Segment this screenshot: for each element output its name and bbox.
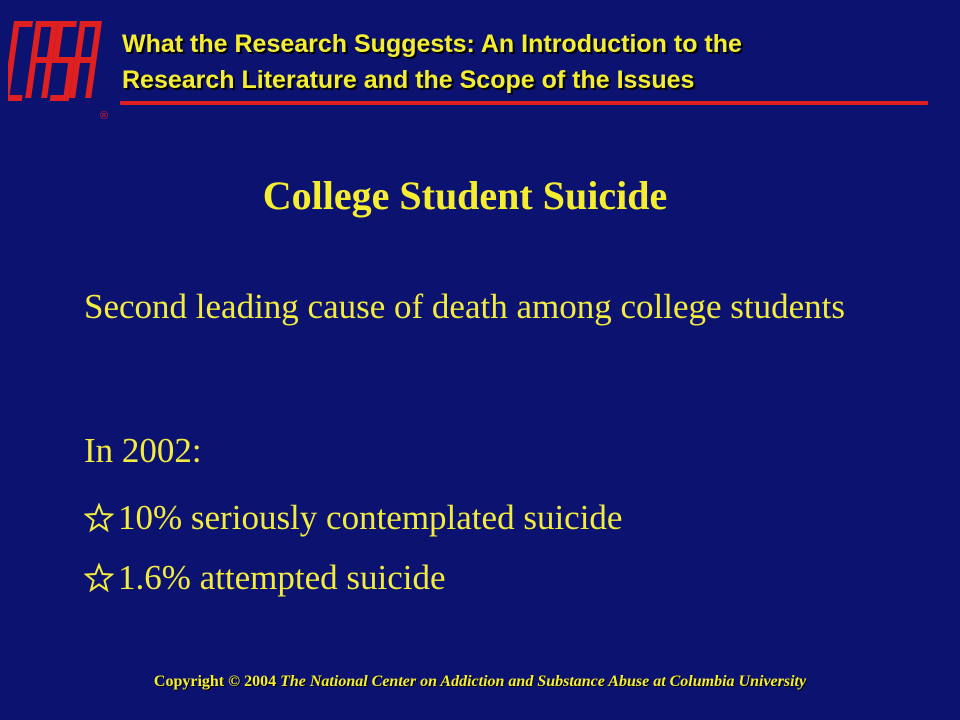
bullet-text-2: 1.6% attempted suicide <box>118 558 446 597</box>
header-divider <box>120 101 928 105</box>
header-title-line-2: Research Literature and the Scope of the Issues <box>122 66 695 94</box>
bullet-item-1 <box>84 495 622 540</box>
registered-mark: ® <box>100 110 109 122</box>
footer-copyright <box>0 673 960 691</box>
body-paragraph-1: Second leading cause of death among college students <box>84 287 846 326</box>
body-paragraph-2: In 2002: <box>84 431 202 470</box>
casa-logo <box>8 14 109 122</box>
star-outline-icon <box>84 503 114 533</box>
copyright-organization: The National Center on Addiction and Substance Abuse at Columbia University <box>280 673 807 690</box>
header-title <box>122 26 942 98</box>
star-outline-icon <box>84 563 114 593</box>
slide-title: College Student Suicide <box>262 173 668 218</box>
bullet-text-1: 10% seriously contemplated suicide <box>118 498 623 537</box>
bullet-item-2 <box>84 555 446 600</box>
copyright-prefix: Copyright © 2004 <box>153 673 281 690</box>
casa-logo-mark <box>8 14 104 106</box>
header-title-line-1: What the Research Suggests: An Introduction to the <box>122 30 742 58</box>
